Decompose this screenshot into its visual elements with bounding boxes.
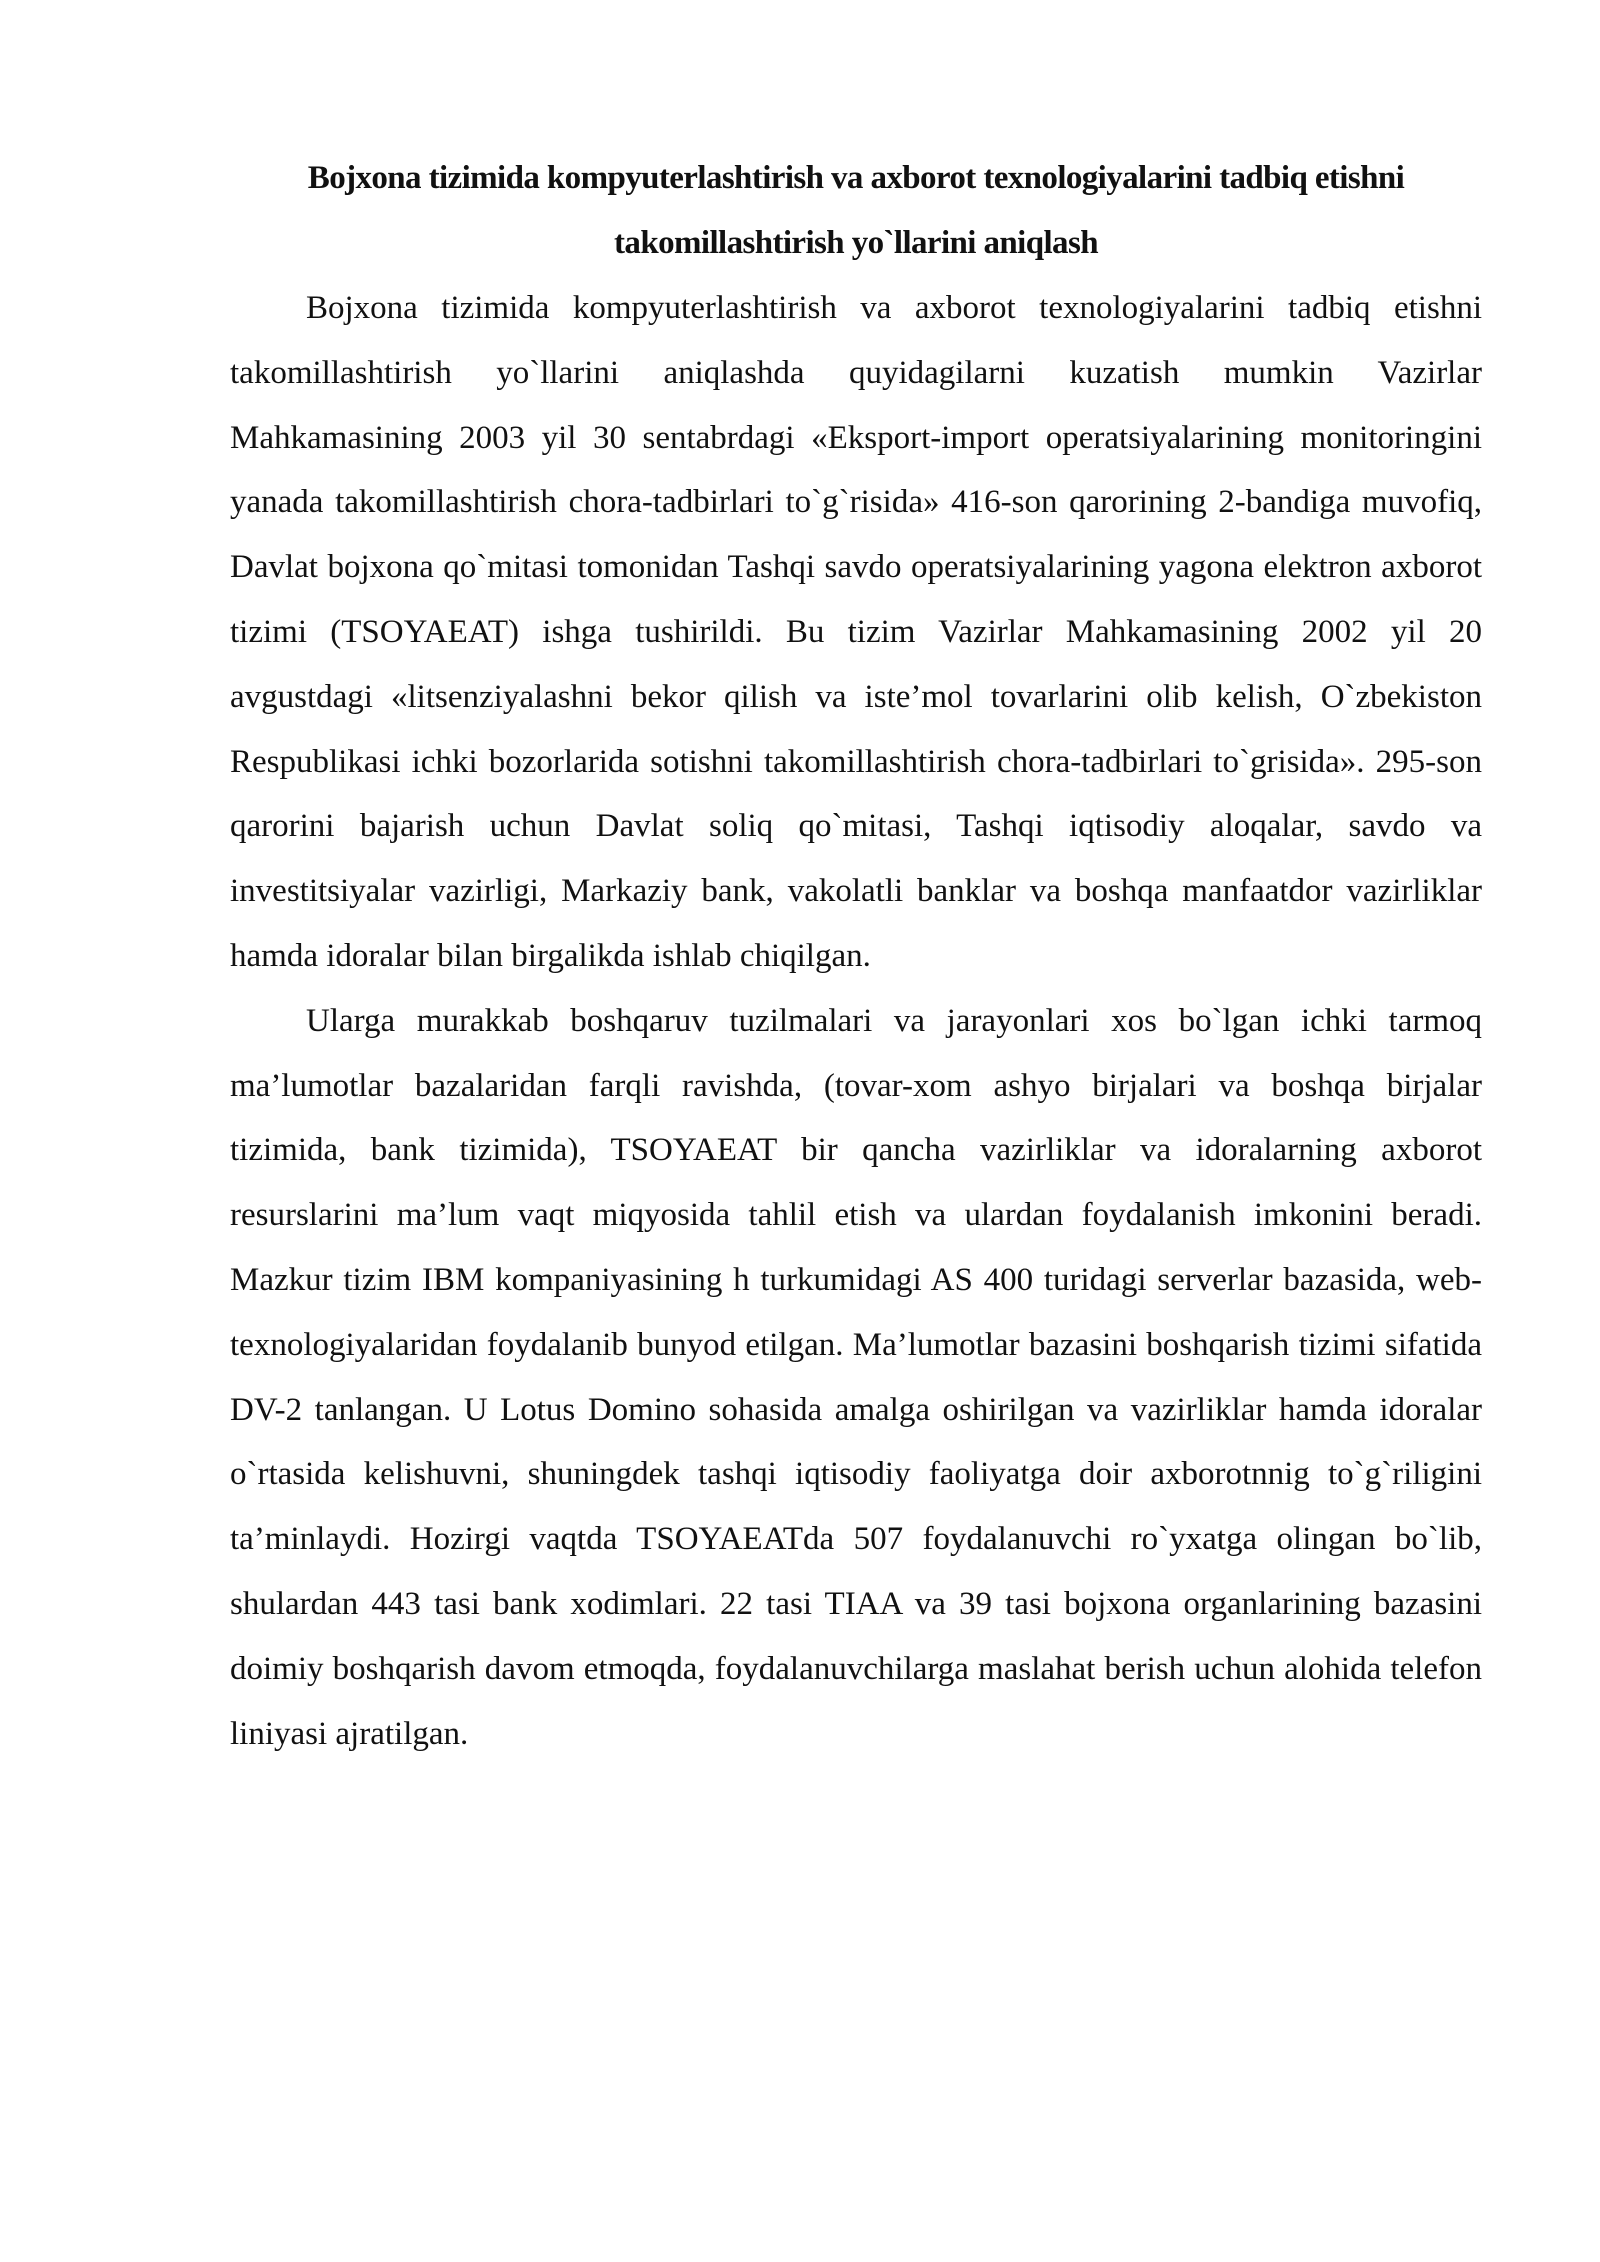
document-title: Bojxona tizimida kompyuterlashtirish va axborot texnologiyalarini tadbiq etishni takomillashtirish yo`llarini aniqlash bbox=[307, 160, 1405, 261]
document-page bbox=[230, 146, 1482, 1766]
body-paragraph-2: Ularga murakkab boshqaruv tuzilmalari va jarayonlari xos bo`lgan ichki tarmoq ma’lumotlar bazalaridan farqli ravishda, (tovar-xom ashyo birjalari va boshqa birjalar tizimida, bank tizimida), TSOYAEAT bir qancha vazirliklar va idoralarning axborot resurslarini ma’lum vaqt miqyosida tahlil etish va ulardan foydalanish imkonini beradi. Mazkur tizim IBM kompaniyasining h turkumidagi AS 400 turidagi serverlar bazasida, web-texnologiyalaridan foydalanib bunyod etilgan. Ma’lumotlar bazasini boshqarish tizimi sifatida DV-2 tanlangan. U Lotus Domino sohasida amalga oshirilgan va vazirliklar hamda idoralar o`rtasida kelishuvni, shuningdek tashqi iqtisodiy faoliyatga doir axborotnnig to`g`riligini ta’minlaydi. Hozirgi vaqtda TSOYAEATda 507 foydalanuvchi ro`yxatga olingan bo`lib, shulardan 443 tasi bank xodimlari. 22 tasi TIAA va 39 tasi bojxona organlarining bazasini doimiy boshqarish davom etmoqda, foydalanuvchilarga maslahat berish uchun alohida telefon liniyasi ajratilgan. bbox=[230, 1002, 1482, 1752]
body-paragraph-1: Bojxona tizimida kompyuterlashtirish va axborot texnologiyalarini tadbiq etishni takomillashtirish yo`llarini aniqlashda quyidagilarni kuzatish mumkin Vazirlar Mahkamasining 2003 yil 30 sentabrdagi «Eksport-import operatsiyalarining monitoringini yanada takomillashtirish chora-tadbirlari to`g`risida» 416-son qarorining 2-bandiga muvofiq, Davlat bojxona qo`mitasi tomonidan Tashqi savdo operatsiyalarining yagona elektron axborot tizimi (TSOYAEAT) ishga tushirildi. Bu tizim Vazirlar Mahkamasining 2002 yil 20 avgustdagi «litsenziyalashni bekor qilish va iste’mol tovarlarini olib kelish, O`zbekiston Respublikasi ichki bozorlarida sotishni takomillashtirish chora-tadbirlari to`grisida». 295-son qarorini bajarish uchun Davlat soliq qo`mitasi, Tashqi iqtisodiy aloqalar, savdo va investitsiyalar vazirligi, Markaziy bank, vakolatli banklar va boshqa manfaatdor vazirliklar hamda idoralar bilan birgalikda ishlab chiqilgan. bbox=[230, 290, 1482, 974]
